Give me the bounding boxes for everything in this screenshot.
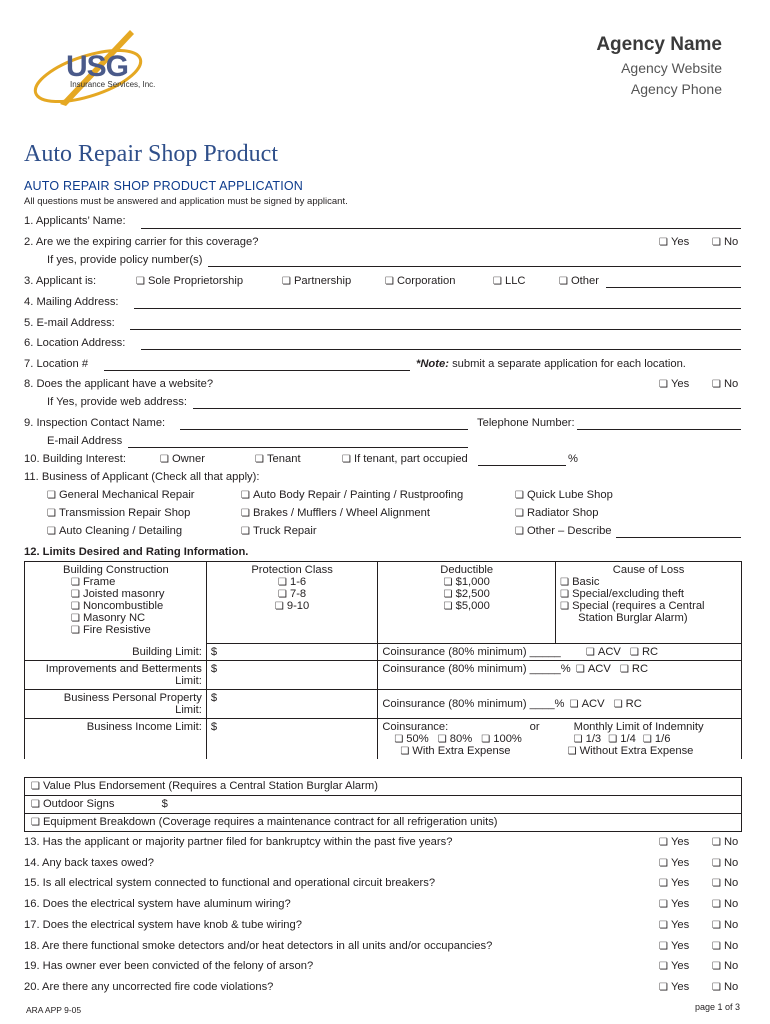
q8-label: 8. Does the applicant have a website? (24, 378, 214, 390)
q5-label: 5. E-mail Address: (24, 317, 115, 329)
other-describe-checkbox[interactable] (515, 525, 612, 537)
option-label: Other – Describe (526, 525, 612, 537)
frac-1-3-checkbox[interactable] (574, 733, 602, 745)
improvements-limit-field[interactable]: $ (206, 661, 377, 690)
option-label: With Extra Expense (412, 745, 511, 757)
option-label: Masonry NC (82, 612, 146, 624)
value-plus-checkbox[interactable] (31, 780, 378, 792)
option-label: Auto Body Repair / Painting / Rustproofing (252, 489, 464, 501)
option-label: Equipment Breakdown (Coverage requires a maintenance contract for all refrigeration units) (42, 816, 498, 828)
option-label: Radiator Shop (526, 507, 599, 519)
option-label: 80% (449, 733, 473, 745)
bi-monthly (529, 719, 742, 760)
question-yes-checkbox[interactable] (659, 877, 689, 889)
ded-2500-checkbox[interactable] (382, 588, 551, 600)
q6-label: 6. Location Address: (24, 337, 126, 349)
special-cont: Station Burglar Alarm) (578, 612, 688, 624)
improvements-limit-label: Improvements and Betterments Limit: (25, 661, 207, 690)
option-label: 1/4 (620, 733, 636, 745)
option-label: Other (570, 275, 599, 287)
question-label: 19. Has owner ever been convicted of the felony of arson? (24, 960, 314, 972)
yes-label: Yes (670, 919, 690, 931)
bpp-acv-checkbox[interactable] (570, 698, 605, 710)
pct-80-checkbox[interactable] (438, 733, 472, 745)
option-label: Transmission Repair Shop (58, 507, 191, 519)
pct-50-checkbox[interactable] (394, 733, 428, 745)
option-label: Tenant (266, 453, 301, 465)
question-row (24, 877, 742, 889)
question-no-checkbox[interactable] (712, 857, 738, 869)
option-label: Corporation (396, 275, 456, 287)
question-row (24, 898, 742, 910)
option-label: LLC (504, 275, 526, 287)
deductible-header: Deductible (440, 564, 494, 576)
monthly-label: Monthly Limit of Indemnity (573, 721, 704, 733)
no-label: No (723, 378, 739, 390)
protection-header: Protection Class (251, 564, 333, 576)
question-label: 15. Is all electrical system connected to functional and operational circuit breakers? (24, 877, 436, 889)
pc-7-8-checkbox[interactable] (211, 588, 373, 600)
logo-subtitle: Insurance Services, Inc. (70, 80, 156, 89)
limits-table (24, 561, 742, 759)
question-yes-checkbox[interactable] (659, 981, 689, 993)
page-title: Auto Repair Shop Product (24, 141, 278, 167)
special-checkbox[interactable] (560, 600, 737, 612)
other-field[interactable] (606, 287, 741, 288)
q12-label: 12. Limits Desired and Rating Information. (24, 546, 249, 558)
no-label: No (723, 836, 739, 848)
with-extra-checkbox[interactable] (382, 745, 551, 757)
frac-1-6-checkbox[interactable] (643, 733, 671, 745)
coins-label: Coinsurance (80% minimum) _____% (382, 663, 571, 675)
mailing-address-field[interactable] (134, 308, 741, 309)
note-label: *Note: (416, 358, 449, 370)
construction-header: Building Construction (63, 564, 169, 576)
option-label: Basic (572, 576, 600, 588)
option-label: 9-10 (286, 600, 310, 612)
option-label: Special (requires a Central (572, 600, 705, 612)
option-label: Outdoor Signs (42, 798, 115, 810)
option-label: General Mechanical Repair (58, 489, 195, 501)
yes-label: Yes (670, 940, 690, 952)
option-label: 1/6 (654, 733, 671, 745)
pct-100-checkbox[interactable] (481, 733, 522, 745)
question-no-checkbox[interactable] (712, 919, 738, 931)
policy-number-field[interactable] (208, 266, 741, 267)
basic-checkbox[interactable] (560, 576, 737, 588)
web-address-field[interactable] (193, 408, 741, 409)
yes-label: Yes (670, 378, 690, 390)
equipment-breakdown-checkbox[interactable] (31, 816, 498, 828)
improvements-coinsurance (378, 661, 742, 690)
auto-body-checkbox[interactable] (241, 489, 463, 501)
q2-no-checkbox[interactable] (712, 236, 738, 248)
location-address-field[interactable] (141, 349, 741, 350)
q8-no-checkbox[interactable] (712, 378, 738, 390)
bpp-limit-field[interactable]: $ (206, 690, 377, 719)
yes-label: Yes (670, 836, 690, 848)
outdoor-signs-checkbox[interactable] (31, 798, 115, 810)
cause-cell (556, 562, 742, 644)
bpp-rc-checkbox[interactable] (614, 698, 642, 710)
part-occupied-field[interactable] (478, 465, 566, 466)
coins-label: Coinsurance (80% minimum) _____ (382, 646, 561, 658)
building-limit-field[interactable]: $ (206, 644, 377, 661)
q4-label: 4. Mailing Address: (24, 296, 119, 308)
no-label: No (723, 981, 739, 993)
agency-name: Agency Name (596, 34, 722, 55)
question-row (24, 940, 742, 952)
option-label: Joisted masonry (82, 588, 165, 600)
other-checkbox[interactable] (559, 275, 599, 287)
option-label: Auto Cleaning / Detailing (58, 525, 183, 537)
noncombustible-checkbox[interactable] (63, 600, 202, 612)
brakes-checkbox[interactable] (241, 507, 430, 519)
question-row (24, 960, 742, 972)
truck-repair-checkbox[interactable] (241, 525, 317, 537)
without-extra-checkbox[interactable] (560, 745, 737, 757)
equipment-row (25, 814, 741, 831)
pc-1-6-checkbox[interactable] (211, 576, 373, 588)
question-yes-checkbox[interactable] (659, 857, 689, 869)
page-number: page 1 of 3 (694, 1002, 740, 1012)
question-no-checkbox[interactable] (712, 836, 738, 848)
sole-proprietorship-checkbox[interactable] (136, 275, 243, 287)
frac-1-4-checkbox[interactable] (608, 733, 636, 745)
agency-phone: Agency Phone (630, 81, 722, 97)
acv-label: ACV (587, 663, 611, 675)
instructions: All questions must be answered and application must be signed by applicant. (24, 196, 348, 207)
question-row (24, 836, 742, 848)
protection-cell (206, 562, 377, 644)
option-label: Without Extra Expense (579, 745, 694, 757)
telephone-field[interactable] (577, 429, 741, 430)
question-no-checkbox[interactable] (712, 960, 738, 972)
question-no-checkbox[interactable] (712, 981, 738, 993)
question-yes-checkbox[interactable] (659, 940, 689, 952)
question-label: 18. Are there functional smoke detectors and/or heat detectors in all units and/or occupancies? (24, 940, 493, 952)
question-label: 14. Any back taxes owed? (24, 857, 154, 869)
q3-label: 3. Applicant is: (24, 275, 97, 287)
building-acv-checkbox[interactable] (586, 646, 621, 658)
improvements-acv-checkbox[interactable] (576, 663, 611, 675)
note-text: submit a separate application for each location. (452, 358, 686, 370)
yes-label: Yes (670, 981, 690, 993)
rc-label: RC (631, 663, 649, 675)
question-label: 17. Does the electrical system have knob & tube wiring? (24, 919, 302, 931)
telephone-label: Telephone Number: (477, 417, 575, 429)
q2-label: 2. Are we the expiring carrier for this coverage? (24, 236, 259, 248)
inspection-contact-field[interactable] (180, 429, 468, 430)
yes-label: Yes (670, 898, 690, 910)
contact-email-label: E-mail Address (47, 435, 123, 447)
q10-label: 10. Building Interest: (24, 453, 126, 465)
option-label: 1/3 (585, 733, 602, 745)
acv-label: ACV (597, 646, 621, 658)
question-row (24, 919, 742, 931)
question-label: 16. Does the electrical system have aluminum wiring? (24, 898, 291, 910)
rc-label: RC (641, 646, 659, 658)
q7-note (416, 358, 686, 370)
email-field[interactable] (130, 329, 741, 330)
partnership-checkbox[interactable] (282, 275, 351, 287)
rc-label: RC (625, 698, 642, 710)
improvements-rc-checkbox[interactable] (620, 663, 648, 675)
radiator-checkbox[interactable] (515, 507, 599, 519)
bi-limit-label: Business Income Limit: (25, 719, 207, 760)
no-label: No (723, 940, 739, 952)
option-label: Partnership (293, 275, 352, 287)
yes-label: Yes (670, 960, 690, 972)
building-limit-label: Building Limit: (25, 644, 207, 661)
option-label: 7-8 (289, 588, 307, 600)
corporation-checkbox[interactable] (385, 275, 455, 287)
question-no-checkbox[interactable] (712, 898, 738, 910)
question-no-checkbox[interactable] (712, 940, 738, 952)
joisted-masonry-checkbox[interactable] (63, 588, 202, 600)
bi-limit-field[interactable]: $ (206, 719, 377, 760)
option-label: Truck Repair (252, 525, 317, 537)
question-label: 20. Are there any uncorrected fire code violations? (24, 981, 274, 993)
no-label: No (723, 857, 739, 869)
q9-label: 9. Inspection Contact Name: (24, 417, 166, 429)
special-excl-theft-checkbox[interactable] (560, 588, 737, 600)
question-yes-checkbox[interactable] (659, 960, 689, 972)
llc-checkbox[interactable] (493, 275, 526, 287)
question-row (24, 981, 742, 993)
pc-9-10-checkbox[interactable] (211, 600, 373, 612)
form-id: ARA APP 9-05 (26, 1005, 82, 1015)
logo-text: USG (66, 50, 129, 83)
yes-label: Yes (670, 857, 690, 869)
owner-checkbox[interactable] (160, 453, 205, 465)
contact-email-field[interactable] (128, 447, 468, 448)
no-label: No (723, 236, 739, 248)
option-label: Quick Lube Shop (526, 489, 613, 501)
building-coinsurance (378, 644, 742, 661)
ded-1000-checkbox[interactable] (382, 576, 551, 588)
bi-coins-label: Coinsurance: (382, 721, 449, 733)
tenant-checkbox[interactable] (255, 453, 301, 465)
q7-label: 7. Location # (24, 358, 89, 370)
option-label: Value Plus Endorsement (Requires a Central Station Burglar Alarm) (42, 780, 378, 792)
general-mechanical-checkbox[interactable] (47, 489, 195, 501)
auto-cleaning-checkbox[interactable] (47, 525, 182, 537)
option-label: Fire Resistive (82, 624, 151, 636)
option-label: Noncombustible (82, 600, 164, 612)
construction-cell (25, 562, 207, 644)
yes-label: Yes (670, 877, 690, 889)
no-label: No (723, 898, 739, 910)
ded-5000-checkbox[interactable] (382, 600, 551, 612)
agency-website: Agency Website (621, 60, 722, 76)
no-label: No (723, 919, 739, 931)
option-label: If tenant, part occupied (353, 453, 468, 465)
option-label: Owner (171, 453, 205, 465)
part-occupied-checkbox[interactable] (342, 453, 468, 465)
option-label: $1,000 (455, 576, 490, 588)
option-label: Sole Proprietorship (147, 275, 244, 287)
outdoor-signs-row (25, 796, 741, 814)
building-rc-checkbox[interactable] (630, 646, 658, 658)
yes-label: Yes (670, 236, 690, 248)
application-heading: AUTO REPAIR SHOP PRODUCT APPLICATION (24, 179, 304, 193)
q8-yes-checkbox[interactable] (659, 378, 689, 390)
cause-header: Cause of Loss (612, 564, 685, 576)
question-no-checkbox[interactable] (712, 877, 738, 889)
transmission-checkbox[interactable] (47, 507, 190, 519)
question-label: 13. Has the applicant or majority partner filed for bankruptcy within the past five years? (24, 836, 453, 848)
question-yes-checkbox[interactable] (659, 898, 689, 910)
endorsements-box (24, 777, 742, 832)
outdoor-signs-dollar: $ (161, 798, 168, 810)
logo (30, 28, 160, 108)
q2-yes-checkbox[interactable] (659, 236, 689, 248)
question-yes-checkbox[interactable] (659, 836, 689, 848)
other-describe-field[interactable] (616, 537, 741, 538)
q11-label: 11. Business of Applicant (Check all that apply): (24, 471, 260, 483)
no-label: No (723, 877, 739, 889)
q1-label: 1. Applicants’ Name: (24, 215, 126, 227)
frame-checkbox[interactable] (63, 576, 202, 588)
option-label: Brakes / Mufflers / Wheel Alignment (252, 507, 430, 519)
no-label: No (723, 960, 739, 972)
fraction-options (560, 733, 737, 745)
q2b-label: If yes, provide policy number(s) (47, 254, 203, 266)
question-yes-checkbox[interactable] (659, 919, 689, 931)
bpp-limit-label: Business Personal Property Limit: (25, 690, 207, 719)
masonry-nc-checkbox[interactable] (63, 612, 202, 624)
q8b-label: If Yes, provide web address: (47, 396, 187, 408)
location-number-field[interactable] (104, 370, 410, 371)
value-plus-row (25, 778, 741, 796)
option-label: 1-6 (289, 576, 307, 588)
coins-label: Coinsurance (80% minimum) ____% (382, 698, 565, 710)
percent-sign: % (568, 453, 578, 465)
option-label: 100% (493, 733, 522, 745)
option-label: 50% (406, 733, 429, 745)
or-label: or (529, 721, 540, 733)
option-label: Frame (82, 576, 116, 588)
fire-resistive-checkbox[interactable] (63, 624, 202, 636)
option-label: $2,500 (455, 588, 490, 600)
option-label: Special/excluding theft (572, 588, 685, 600)
question-row (24, 857, 742, 869)
acv-label: ACV (581, 698, 605, 710)
applicant-name-field[interactable] (141, 228, 741, 229)
bi-pct-options (382, 733, 551, 745)
quick-lube-checkbox[interactable] (515, 489, 613, 501)
bpp-coinsurance (378, 690, 742, 719)
deductible-cell (378, 562, 556, 644)
option-label: $5,000 (455, 600, 490, 612)
